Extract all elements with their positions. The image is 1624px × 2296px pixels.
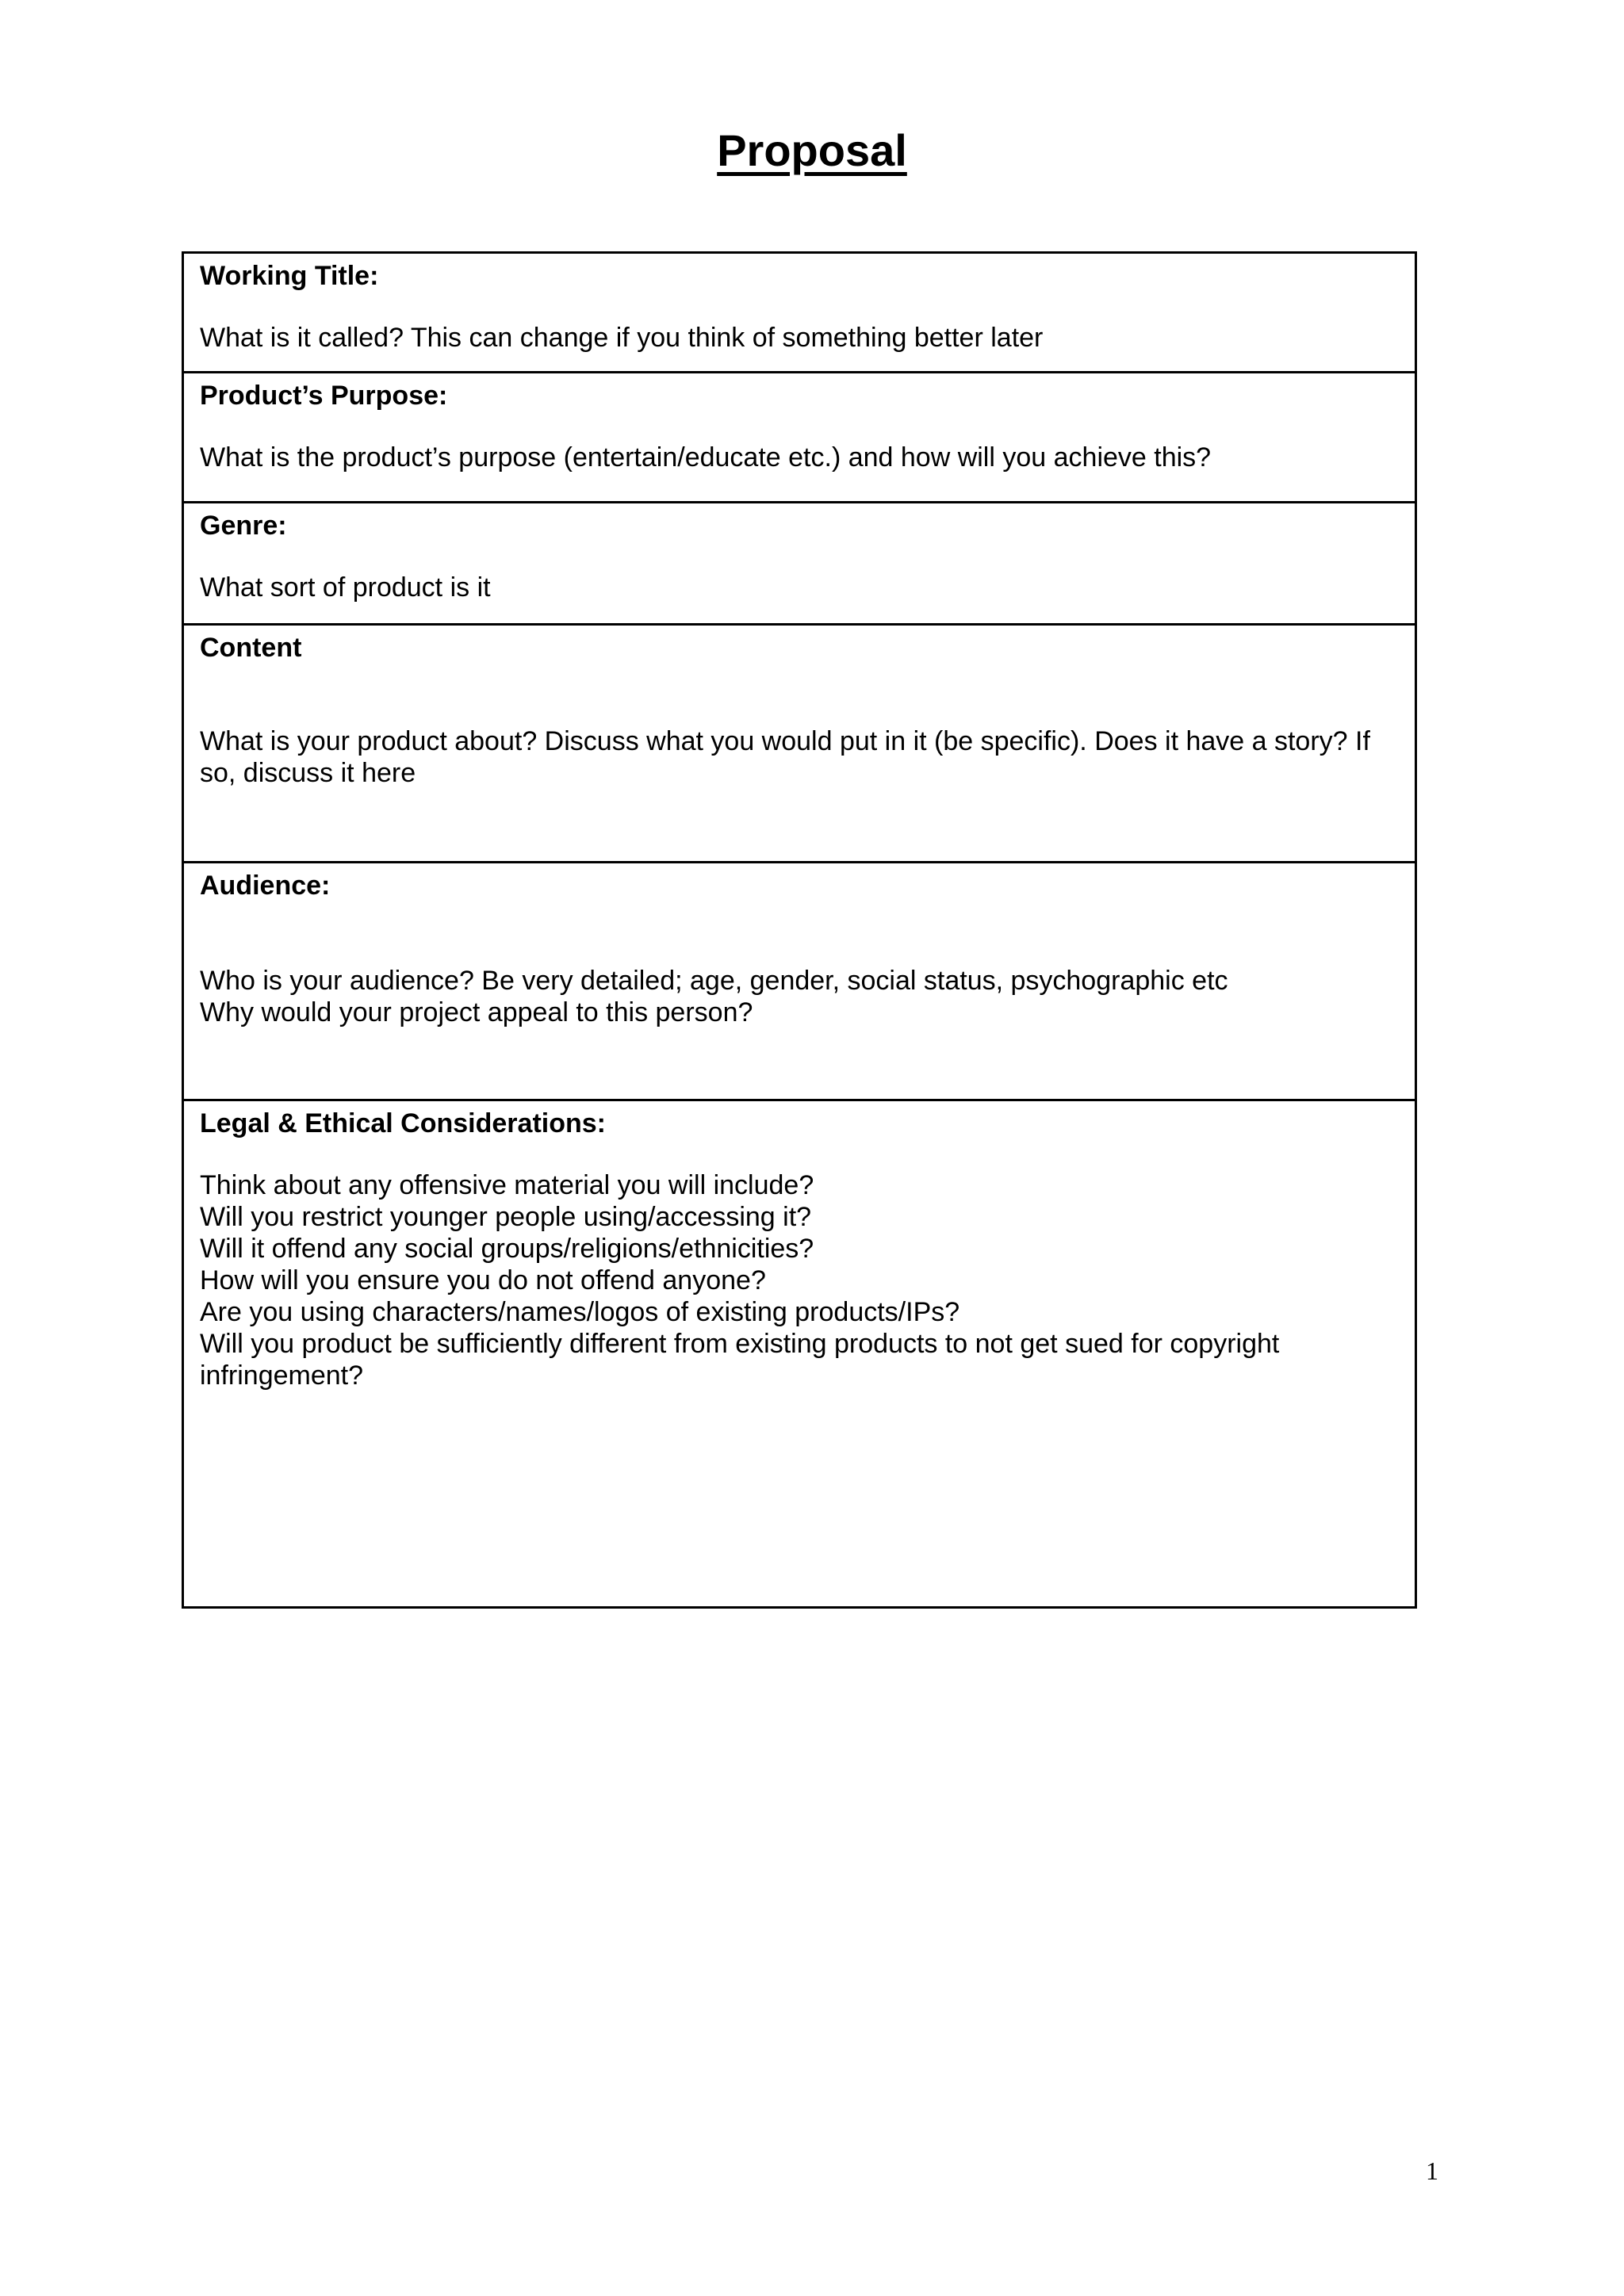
product-purpose-heading: Product’s Purpose:: [200, 381, 448, 411]
working-title-section: [184, 254, 1415, 371]
prompt-line: How will you ensure you do not offend anyone?: [200, 1265, 766, 1295]
legal-ethical-prompt: [200, 1169, 1391, 1391]
working-title-prompt: [200, 322, 1391, 354]
product-purpose-section: [184, 371, 1415, 501]
product-purpose-prompt: [200, 442, 1391, 473]
prompt-line: Are you using characters/names/logos of existing products/IPs?: [200, 1297, 960, 1327]
prompt-line: Will you restrict younger people using/accessing it?: [200, 1202, 812, 1232]
legal-ethical-heading: Legal & Ethical Considerations:: [200, 1108, 606, 1138]
working-title-heading: Working Title:: [200, 261, 379, 291]
genre-section: [184, 501, 1415, 623]
content-heading: Content: [200, 633, 302, 663]
prompt-line: Will it offend any social groups/religions/ethnicities?: [200, 1234, 814, 1264]
prompt-line: What sort of product is it: [200, 572, 491, 603]
genre-prompt: [200, 572, 1391, 603]
prompt-line: Who is your audience? Be very detailed; age, gender, social status, psychographic etc: [200, 966, 1228, 996]
prompt-line: Think about any offensive material you will include?: [200, 1170, 814, 1200]
prompt-line: What is it called? This can change if you think of something better later: [200, 323, 1044, 353]
audience-section: [184, 861, 1415, 1099]
page-number: 1: [1426, 2156, 1438, 2185]
prompt-line: What is your product about? Discuss what you would put in it (be specific). Does it have a story? If so, discuss it here: [200, 726, 1370, 788]
genre-heading: Genre:: [200, 511, 287, 541]
prompt-line: Will you product be sufficiently different from existing products to not get sued for copyright infringement?: [200, 1329, 1280, 1391]
prompt-line: Why would your project appeal to this person?: [200, 997, 753, 1027]
prompt-line: What is the product’s purpose (entertain/educate etc.) and how will you achieve this?: [200, 442, 1212, 473]
legal-ethical-section: [184, 1099, 1415, 1606]
content-prompt: [200, 725, 1391, 789]
audience-prompt: [200, 965, 1391, 1028]
audience-heading: Audience:: [200, 871, 331, 901]
content-section: [184, 623, 1415, 861]
page-title: Proposal: [717, 124, 907, 175]
proposal-table: [182, 251, 1417, 1609]
